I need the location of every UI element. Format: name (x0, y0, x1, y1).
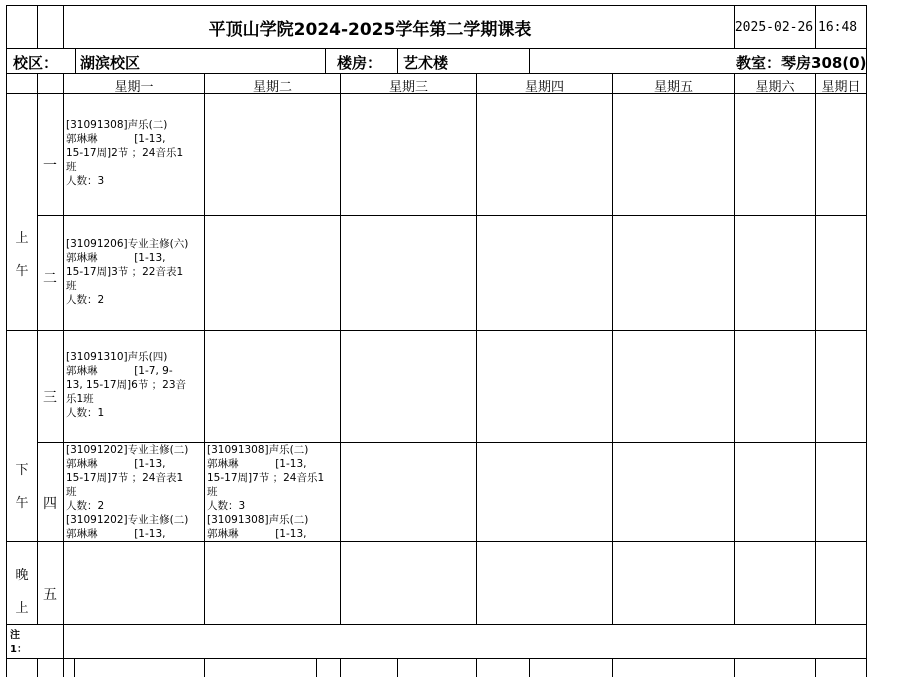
day-header-sat: 星期六 (755, 80, 795, 95)
grid-line (734, 658, 735, 677)
grid-line (6, 73, 867, 74)
day-header-mon: 星期一 (114, 80, 154, 95)
grid-line (6, 541, 867, 542)
course-cell-mon-2[interactable]: [31091206]专业主修(六) 郭琳琳 [1-13, 15-17周]3节 ；22音表1 班 人数：2 (66, 238, 189, 306)
course-cell-mon-3[interactable]: [31091310]声乐(四) 郭琳琳 [1-7, 9- 13, 15-17周]6节 ；23音 乐1班 人数：1 (66, 351, 187, 419)
grid-line (734, 73, 735, 624)
room-label: 教室：琴房308(0) (736, 54, 867, 72)
grid-line (529, 48, 530, 73)
grid-line (325, 48, 326, 73)
grid-line (204, 73, 205, 624)
grid-line (63, 73, 64, 677)
grid-line (397, 658, 398, 677)
grid-line (6, 330, 867, 331)
note-label-2: 1： (10, 644, 27, 655)
grid-line (397, 48, 398, 73)
grid-line (866, 5, 867, 677)
note-label-1: 注 (10, 630, 20, 641)
grid-line (340, 73, 341, 624)
grid-line (204, 658, 205, 677)
morning-label-2: 午 (15, 264, 29, 279)
evening-label-2: 上 (15, 601, 29, 616)
grid-line (815, 73, 816, 624)
grid-line (815, 658, 816, 677)
page-title: 平顶山学院2024-2025学年第二学期课表 (208, 20, 532, 40)
grid-line (63, 5, 64, 48)
section-1: 一 (43, 158, 57, 174)
day-header-tue: 星期二 (252, 80, 292, 95)
section-2: 二 (43, 271, 57, 287)
grid-line (476, 658, 477, 677)
grid-line (316, 658, 317, 677)
afternoon-label-1: 下 (15, 463, 29, 478)
grid-line (340, 658, 341, 677)
print-date: 2025-02-26 (734, 20, 814, 35)
day-header-thu: 星期四 (524, 80, 564, 95)
grid-line (6, 624, 867, 625)
section-5: 五 (43, 587, 57, 603)
print-time: 16:48 (818, 20, 858, 35)
course-cell-tue-4[interactable]: [31091308]声乐(二) 郭琳琳 [1-13, 15-17周]7节 ；24音乐1 班 人数：3 [31091308]声乐(二) 郭琳琳 [1-13, (207, 444, 325, 540)
campus-value: 湖滨校区 (80, 54, 141, 72)
grid-line (6, 48, 867, 49)
afternoon-label-2: 午 (15, 496, 29, 511)
day-header-wed: 星期三 (388, 80, 428, 95)
grid-line (815, 5, 816, 48)
grid-line (74, 658, 75, 677)
grid-line (37, 73, 38, 624)
grid-line (38, 215, 867, 216)
grid-line (6, 658, 867, 659)
grid-line (612, 73, 613, 624)
evening-label-1: 晚 (15, 568, 29, 583)
day-header-sun: 星期日 (821, 80, 861, 95)
grid-line (476, 73, 477, 624)
grid-line (6, 5, 867, 6)
day-header-fri: 星期五 (653, 80, 693, 95)
course-cell-mon-1[interactable]: [31091308]声乐(二) 郭琳琳 [1-13, 15-17周]2节 ；24音乐1 班 人数：3 (66, 119, 184, 187)
section-3: 三 (43, 390, 57, 406)
grid-line (6, 5, 7, 677)
building-value: 艺术楼 (403, 54, 449, 72)
grid-line (529, 658, 530, 677)
grid-line (612, 658, 613, 677)
course-cell-mon-4[interactable]: [31091202]专业主修(二) 郭琳琳 [1-13, 15-17周]7节 ；24音表1 班 人数：2 [31091202]专业主修(二) 郭琳琳 [1-13, (66, 444, 189, 540)
grid-line (37, 5, 38, 48)
section-4: 四 (43, 496, 57, 512)
grid-line (37, 658, 38, 677)
morning-label-1: 上 (15, 231, 29, 246)
campus-label: 校区： (13, 54, 59, 72)
building-label: 楼房： (337, 54, 383, 72)
grid-line (75, 48, 76, 73)
